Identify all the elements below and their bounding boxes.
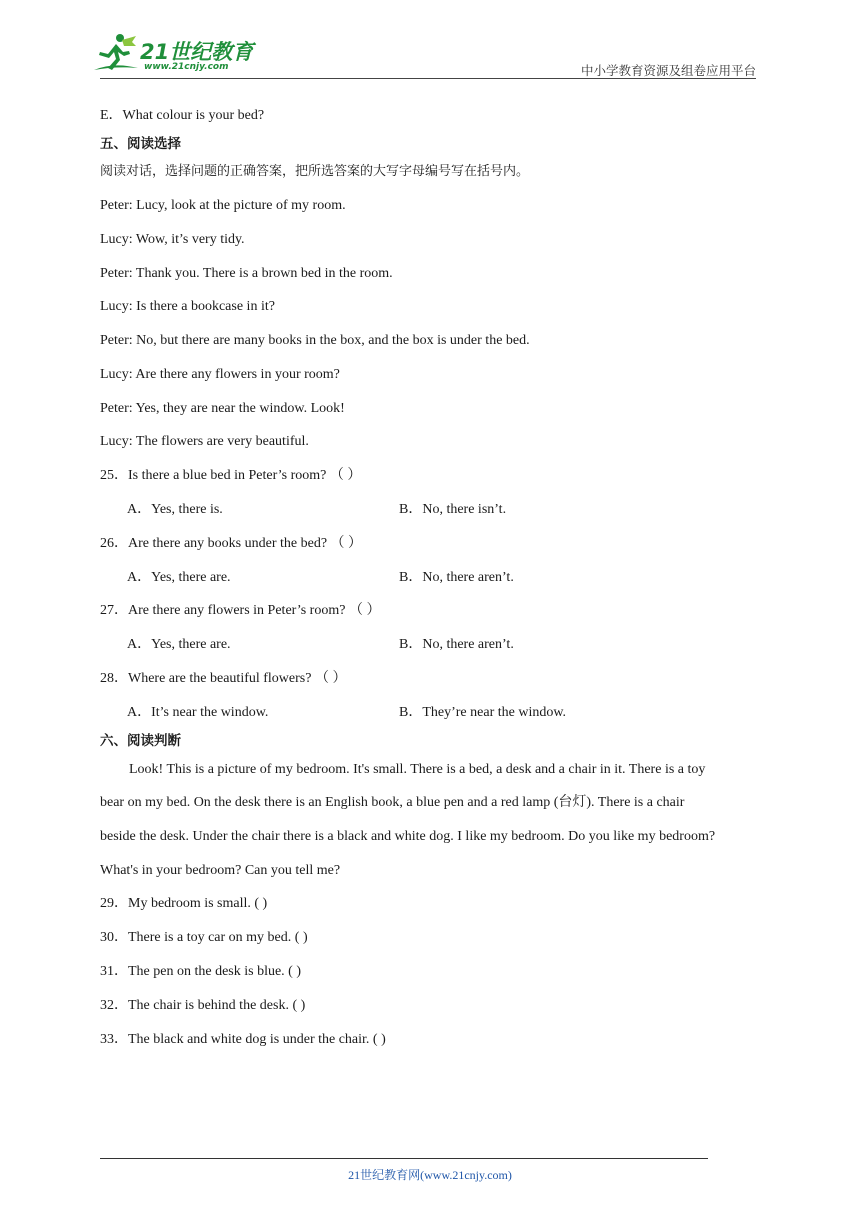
site-logo[interactable] bbox=[92, 32, 262, 78]
dialogue-line: Lucy: Are there any flowers in your room? bbox=[100, 367, 340, 382]
page-header bbox=[0, 0, 860, 80]
dialogue-line: Lucy: Wow, it’s very tidy. bbox=[100, 232, 245, 247]
logo-main-text: 21世纪教育 bbox=[140, 40, 254, 64]
question-27-option-a: A．Yes, there are. bbox=[127, 637, 231, 652]
question-26: 26．Are there any books under the bed? （ ） bbox=[100, 536, 363, 551]
question-26-option-b: B．No, there aren’t. bbox=[399, 570, 514, 585]
judgement-29: 29．My bedroom is small. ( ) bbox=[100, 896, 268, 911]
passage-line: Look! This is a picture of my bedroom. It's small. There is a bed, a desk and a chair in it. There is a toy bbox=[129, 762, 706, 777]
header-divider bbox=[100, 78, 756, 79]
runner-logo-icon bbox=[92, 32, 140, 74]
section-6-title: 六、阅读判断 bbox=[100, 733, 181, 749]
question-27-option-b: B．No, there aren’t. bbox=[399, 637, 514, 652]
footer-divider bbox=[100, 1158, 708, 1159]
judgement-30: 30．There is a toy car on my bed. ( ) bbox=[100, 930, 308, 945]
passage-line: bear on my bed. On the desk there is an English book, a blue pen and a red lamp (台灯). There is a chair bbox=[100, 795, 685, 810]
footer-link[interactable]: 21世纪教育网(www.21cnjy.com) bbox=[348, 1168, 512, 1182]
question-28-option-a: A．It’s near the window. bbox=[127, 705, 269, 720]
logo-url-text: www.21cnjy.com bbox=[144, 62, 229, 72]
question-25-option-a: A．Yes, there is. bbox=[127, 502, 223, 517]
judgement-32: 32．The chair is behind the desk. ( ) bbox=[100, 998, 306, 1013]
judgement-31: 31．The pen on the desk is blue. ( ) bbox=[100, 964, 302, 979]
question-26-option-a: A．Yes, there are. bbox=[127, 570, 231, 585]
question-28: 28．Where are the beautiful flowers? （ ） bbox=[100, 671, 347, 686]
judgement-33: 33．The black and white dog is under the chair. ( ) bbox=[100, 1032, 386, 1047]
question-27: 27．Are there any flowers in Peter’s room? （ ） bbox=[100, 603, 381, 618]
section-5-title: 五、阅读选择 bbox=[100, 136, 181, 152]
passage-line: beside the desk. Under the chair there is a black and white dog. I like my bedroom. Do you like my bedroom? bbox=[100, 829, 716, 844]
question-28-option-b: B．They’re near the window. bbox=[399, 705, 567, 720]
dialogue-line: Lucy: The flowers are very beautiful. bbox=[100, 434, 309, 449]
dialogue-line: Peter: No, but there are many books in the box, and the box is under the bed. bbox=[100, 333, 530, 348]
dialogue-line: Lucy: Is there a bookcase in it? bbox=[100, 299, 275, 314]
question-25: 25．Is there a blue bed in Peter’s room? （ ） bbox=[100, 468, 362, 483]
passage-line: What's in your bedroom? Can you tell me? bbox=[100, 863, 341, 878]
section-5-instruction: 阅读对话，选择问题的正确答案，把所选答案的大写字母编号写在括号内。 bbox=[100, 164, 530, 179]
platform-title: 中小学教育资源及组卷应用平台 bbox=[580, 64, 756, 78]
dialogue-line: Peter: Yes, they are near the window. Look! bbox=[100, 401, 345, 416]
dialogue-line: Peter: Thank you. There is a brown bed in the room. bbox=[100, 266, 393, 281]
option-e: E．What colour is your bed? bbox=[100, 108, 265, 123]
question-25-option-b: B．No, there isn’t. bbox=[399, 502, 507, 517]
dialogue-line: Peter: Lucy, look at the picture of my room. bbox=[100, 198, 346, 213]
